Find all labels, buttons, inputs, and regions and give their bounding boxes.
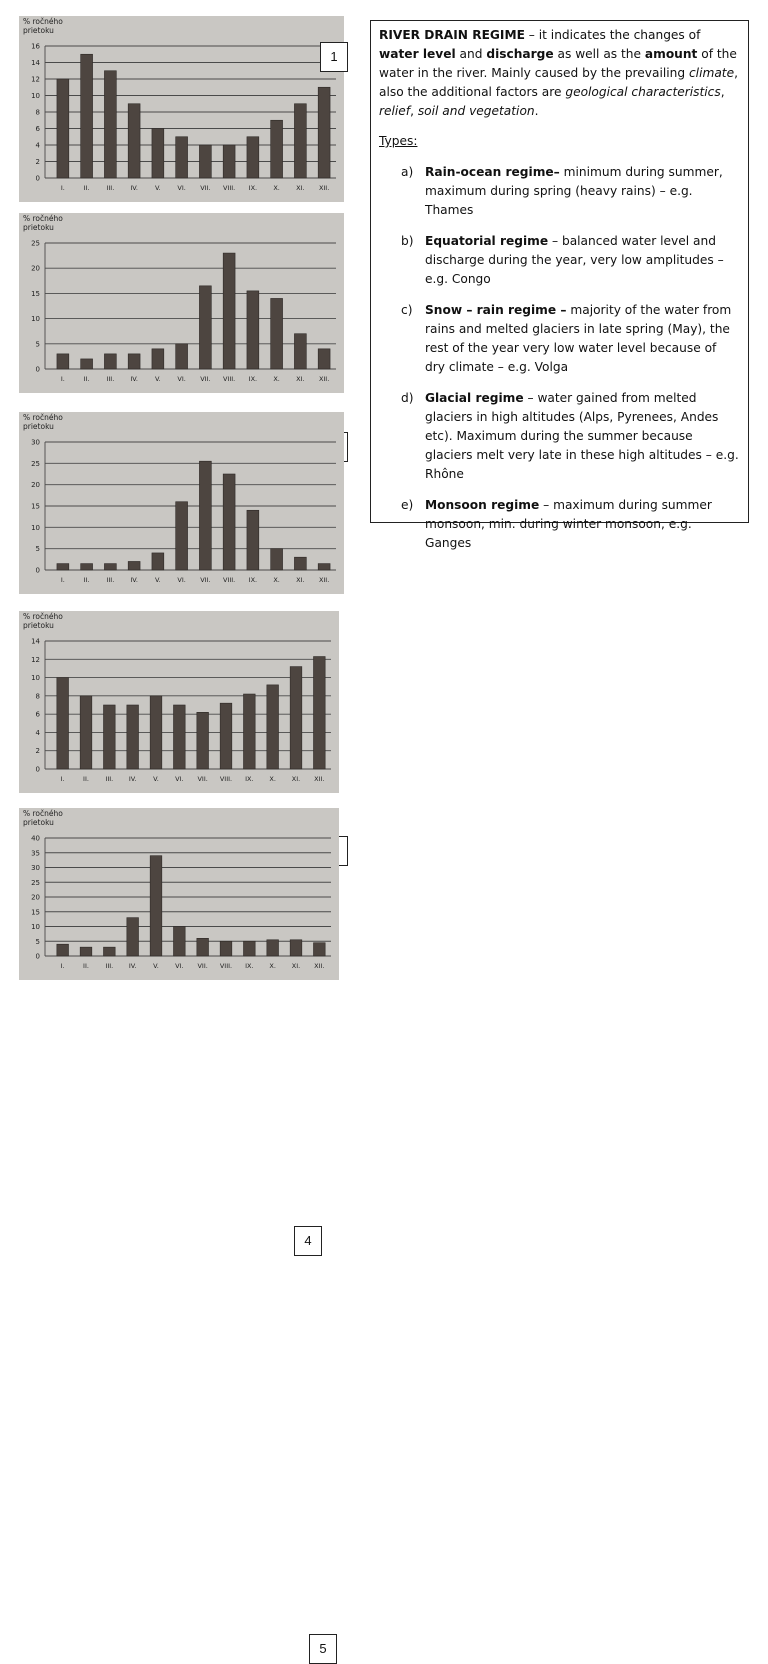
x-tick-label: I.: [60, 184, 65, 192]
intro-run: as well as the: [553, 47, 645, 61]
x-tick-label: III.: [106, 184, 115, 192]
y-tick-label: 10: [31, 315, 40, 324]
type-item: [379, 163, 740, 220]
y-tick-label: 16: [31, 42, 40, 51]
bar: [104, 947, 116, 956]
bar: [57, 564, 69, 570]
y-tick-label: 30: [31, 864, 40, 872]
x-tick-label: VIII.: [219, 962, 233, 970]
bar: [271, 120, 283, 178]
y-tick-label: 15: [31, 289, 40, 298]
x-tick-label: X.: [269, 962, 276, 970]
types-heading: Types:: [379, 134, 418, 148]
bar: [176, 344, 188, 369]
type-item: [379, 389, 740, 484]
type-letter: a): [401, 165, 414, 179]
y-tick-label: 5: [35, 545, 40, 554]
y-axis-label: prietoku: [23, 818, 54, 827]
bar: [127, 918, 139, 956]
y-tick-label: 20: [31, 481, 40, 490]
x-tick-label: XI.: [291, 962, 301, 970]
bar: [152, 553, 164, 570]
y-tick-label: 8: [35, 108, 40, 117]
bar: [80, 696, 92, 769]
y-axis-label: % ročného: [23, 809, 63, 818]
y-tick-label: 14: [31, 637, 40, 646]
x-tick-label: I.: [60, 576, 65, 584]
x-tick-label: II.: [83, 775, 89, 783]
chart-panel-5: [19, 808, 339, 1656]
y-tick-label: 20: [31, 893, 40, 902]
x-tick-label: V.: [153, 962, 159, 970]
intro-run: water level: [379, 47, 456, 61]
y-tick-label: 0: [35, 952, 40, 961]
x-tick-label: X.: [273, 375, 280, 383]
bar: [314, 943, 326, 956]
y-tick-label: 0: [35, 566, 40, 575]
bar: [247, 291, 259, 369]
intro-run: ,: [720, 85, 725, 99]
type-item: [379, 496, 740, 553]
bar: [176, 502, 188, 570]
x-tick-label: IX.: [245, 775, 254, 783]
y-tick-label: 15: [31, 908, 40, 917]
bar: [267, 685, 279, 769]
y-tick-label: 4: [35, 728, 40, 737]
bar: [104, 354, 116, 369]
x-tick-label: IV.: [128, 962, 137, 970]
bar: [247, 510, 259, 570]
x-tick-label: VII.: [200, 184, 211, 192]
y-tick-label: 12: [31, 75, 40, 84]
x-tick-label: V.: [153, 775, 159, 783]
y-tick-label: 10: [31, 523, 40, 532]
bar: [318, 87, 330, 178]
chart-number-5: 5: [309, 1634, 337, 1664]
x-tick-label: XI.: [296, 184, 305, 192]
x-tick-label: VI.: [177, 576, 186, 584]
y-tick-label: 5: [35, 937, 40, 946]
x-tick-label: I.: [60, 962, 65, 970]
y-tick-label: 5: [35, 340, 40, 349]
regime-info-box: [370, 20, 749, 550]
bar-chart-4: [19, 611, 339, 793]
x-tick-label: VIII.: [222, 576, 236, 584]
y-tick-label: 2: [35, 158, 40, 166]
y-axis-label: % ročného: [23, 214, 63, 223]
y-tick-label: 0: [35, 765, 40, 774]
bar: [199, 145, 211, 178]
bar: [199, 286, 211, 369]
bar: [150, 696, 162, 769]
bar: [128, 104, 140, 178]
chart-number-4: 4: [294, 1226, 322, 1256]
x-tick-label: I.: [60, 375, 65, 383]
type-description: – balanced water level and discharge during the year, very low amplitudes – e.g. Congo: [425, 234, 724, 286]
y-tick-label: 35: [31, 849, 40, 858]
x-tick-label: VI.: [175, 775, 184, 783]
x-tick-label: VI.: [177, 184, 186, 192]
bar: [247, 137, 259, 178]
intro-run: of the water in the river. Mainly caused by the prevailing: [379, 47, 737, 80]
intro-run: discharge: [486, 47, 554, 61]
x-tick-label: IV.: [130, 375, 138, 383]
y-tick-label: 20: [31, 264, 40, 273]
type-description: – water gained from melted glaciers in high altitudes (Alps, Pyrenees, Andes etc). Maximum during the summer because glaciers melt very late in these high altitudes – e.g. Rhône: [425, 391, 739, 481]
x-tick-label: VIII.: [219, 775, 233, 783]
bar: [271, 298, 283, 369]
type-name: Snow – rain regime –: [425, 303, 567, 317]
y-tick-label: 8: [35, 692, 40, 701]
x-tick-label: VII.: [197, 775, 208, 783]
y-tick-label: 25: [31, 459, 40, 468]
bar: [290, 667, 302, 769]
bar-chart-3: [19, 412, 344, 594]
y-axis-label: prietoku: [23, 223, 54, 232]
y-tick-label: 0: [35, 174, 40, 183]
bar: [220, 703, 232, 769]
intro-run: relief: [379, 104, 411, 118]
y-tick-label: 6: [35, 710, 40, 719]
type-name: Monsoon regime: [425, 498, 540, 512]
y-tick-label: 15: [31, 502, 40, 511]
x-tick-label: XII.: [318, 184, 330, 192]
intro-run: climate: [688, 66, 735, 80]
x-tick-label: VIII.: [222, 184, 236, 192]
x-tick-label: X.: [269, 775, 276, 783]
x-tick-label: V.: [155, 184, 161, 192]
type-name: Rain-ocean regime–: [425, 165, 560, 179]
bar: [290, 940, 302, 956]
bar: [318, 349, 330, 369]
bar: [57, 944, 69, 956]
x-tick-label: IX.: [248, 184, 258, 192]
bar: [81, 359, 93, 369]
y-tick-label: 0: [35, 365, 40, 374]
x-tick-label: X.: [273, 576, 280, 584]
intro-run: geological characteristics: [565, 85, 721, 99]
y-tick-label: 40: [31, 834, 40, 843]
type-item: [379, 232, 740, 289]
y-tick-label: 10: [31, 674, 40, 683]
bar: [267, 940, 279, 956]
x-tick-label: X.: [273, 184, 280, 192]
y-tick-label: 30: [31, 438, 40, 447]
y-tick-label: 4: [35, 141, 40, 150]
bar: [176, 137, 188, 178]
x-tick-label: III.: [106, 576, 115, 584]
x-tick-label: XII.: [318, 375, 330, 383]
type-description: – maximum during summer monsoon, min. during winter monsoon, e.g. Ganges: [425, 498, 712, 550]
bar: [318, 564, 330, 570]
type-letter: b): [401, 234, 414, 248]
bar: [197, 712, 209, 769]
bar: [57, 678, 69, 769]
x-tick-label: VI.: [175, 962, 184, 970]
x-tick-label: V.: [155, 375, 161, 383]
intro-paragraph: [379, 26, 740, 121]
x-tick-label: IX.: [248, 576, 258, 584]
x-tick-label: III.: [105, 962, 114, 970]
type-description: majority of the water from rains and melted glaciers in late spring (May), the rest of the year very low water level because of dry climate – e.g. Volga: [425, 303, 732, 374]
x-tick-label: II.: [83, 375, 90, 383]
bar: [294, 334, 306, 369]
chart-panel-3: [19, 412, 344, 594]
type-letter: e): [401, 498, 414, 512]
y-axis-label: prietoku: [23, 26, 54, 35]
chart-panel-1: [19, 16, 344, 202]
bar: [104, 564, 116, 570]
bar: [174, 927, 186, 957]
y-axis-label: prietoku: [23, 422, 54, 431]
bar-chart-1: [19, 16, 344, 202]
y-tick-label: 25: [31, 878, 40, 887]
bar: [152, 349, 164, 369]
bar: [81, 564, 93, 570]
bar: [223, 145, 235, 178]
bar: [128, 561, 140, 570]
bar-chart-5: [19, 808, 339, 980]
bar: [104, 705, 116, 769]
type-description: minimum during summer, maximum during spring (heavy rains) – e.g. Thames: [425, 165, 723, 217]
bar: [127, 705, 139, 769]
bar: [223, 253, 235, 369]
y-axis-label: prietoku: [23, 621, 54, 630]
intro-run: amount: [644, 47, 698, 61]
intro-run: , also the additional factors are: [379, 66, 738, 99]
bar-chart-2: [19, 213, 344, 393]
bar: [80, 947, 92, 956]
y-tick-label: 12: [31, 655, 40, 664]
bar: [244, 941, 256, 956]
x-tick-label: XII.: [314, 775, 325, 783]
bar: [197, 938, 209, 956]
info-title: RIVER DRAIN REGIME: [379, 28, 525, 42]
x-tick-label: IV.: [130, 184, 138, 192]
y-tick-label: 10: [31, 92, 40, 100]
intro-run: ,: [410, 104, 418, 118]
bar: [223, 474, 235, 570]
bar: [152, 129, 164, 179]
y-tick-label: 10: [31, 923, 40, 931]
bar: [314, 657, 326, 769]
y-axis-label: % ročného: [23, 17, 63, 26]
bar: [220, 941, 232, 956]
y-tick-label: 6: [35, 125, 40, 133]
bar: [271, 549, 283, 570]
intro-run: and: [455, 47, 487, 61]
bar: [244, 694, 256, 769]
intro-run: soil and vegetation: [417, 104, 535, 118]
y-tick-label: 2: [35, 747, 40, 756]
type-item: [379, 301, 740, 377]
x-tick-label: IX.: [245, 962, 254, 970]
bar: [294, 104, 306, 178]
type-name: Equatorial regime: [425, 234, 549, 248]
type-name: Glacial regime: [425, 391, 524, 405]
x-tick-label: III.: [105, 775, 114, 783]
bar: [81, 54, 93, 178]
x-tick-label: XI.: [296, 576, 305, 584]
x-tick-label: VII.: [197, 962, 208, 970]
type-letter: d): [401, 391, 414, 405]
types-list: [379, 163, 740, 553]
bar: [174, 705, 186, 769]
intro-run: .: [534, 104, 539, 118]
y-axis-label: % ročného: [23, 413, 63, 422]
bar: [128, 354, 140, 369]
x-tick-label: VII.: [200, 375, 211, 383]
x-tick-label: I.: [60, 775, 65, 783]
y-axis-label: % ročného: [23, 612, 63, 621]
x-tick-label: XII.: [318, 576, 330, 584]
x-tick-label: XI.: [291, 775, 301, 783]
bar: [57, 354, 69, 369]
chart-number-1: 1: [320, 42, 348, 72]
bar: [199, 461, 211, 570]
x-tick-label: II.: [83, 962, 89, 970]
x-tick-label: II.: [83, 184, 90, 192]
x-tick-label: XII.: [314, 962, 325, 970]
x-tick-label: IV.: [130, 576, 138, 584]
type-letter: c): [401, 303, 413, 317]
x-tick-label: VII.: [200, 576, 211, 584]
bar: [104, 71, 116, 178]
y-tick-label: 14: [31, 59, 40, 67]
x-tick-label: IV.: [128, 775, 137, 783]
x-tick-label: IX.: [248, 375, 258, 383]
bar: [57, 79, 69, 178]
x-tick-label: VI.: [177, 375, 186, 383]
intro-run: – it indicates the changes of: [524, 28, 701, 42]
bar: [150, 856, 162, 956]
x-tick-label: V.: [155, 576, 161, 584]
x-tick-label: XI.: [296, 375, 305, 383]
y-tick-label: 25: [31, 239, 40, 248]
x-tick-label: III.: [106, 375, 115, 383]
x-tick-label: II.: [83, 576, 90, 584]
bar: [294, 557, 306, 570]
x-tick-label: VIII.: [222, 375, 236, 383]
chart-panel-2: [19, 213, 344, 393]
